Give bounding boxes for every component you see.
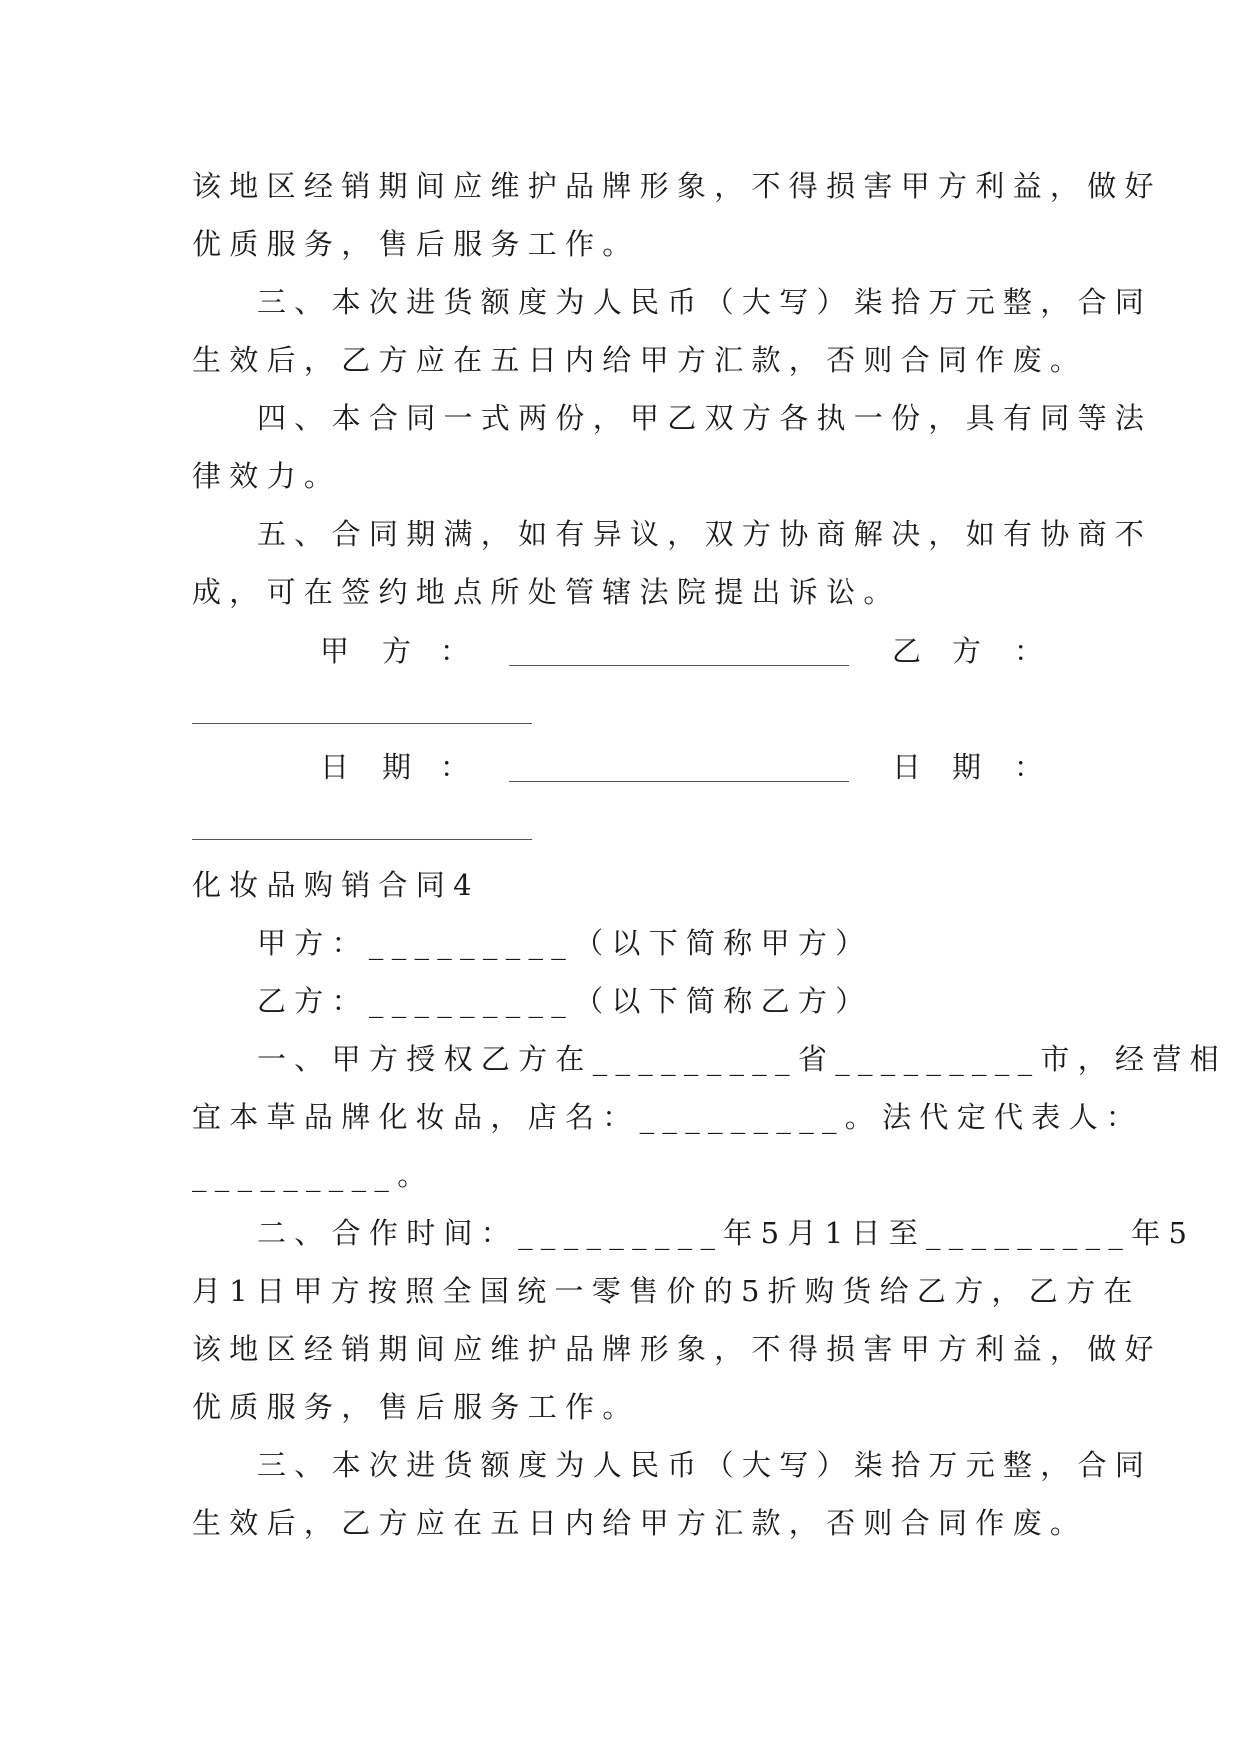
text-line: 该地区经销期间应维护品牌形象，不得损害甲方利益，做好: [192, 169, 1162, 203]
signature-date-row: [192, 747, 1054, 787]
date-a-char: ：: [440, 750, 470, 784]
text-line: 三、本次进货额度为人民币（大写）柒拾万元整，合同: [257, 285, 1153, 319]
party-b-signature-line: [192, 723, 532, 724]
text-line: 律效力。: [192, 459, 342, 493]
date-a-char: 日: [320, 750, 350, 784]
party-a-char: ：: [440, 634, 470, 668]
date-b-char: ：: [1014, 750, 1044, 784]
date-b-char: 日: [892, 750, 922, 784]
text-line: _________。: [192, 1158, 435, 1192]
text-line: 三、本次进货额度为人民币（大写）柒拾万元整，合同: [257, 1448, 1153, 1482]
date-b-line: [192, 839, 532, 840]
date-b-char: 期: [952, 750, 982, 784]
signature-party-row: [192, 631, 1054, 671]
text-line: 宜本草品牌化妆品，店名：_________。法代定代表人：: [192, 1100, 1144, 1134]
text-line: 生效后，乙方应在五日内给甲方汇款，否则合同作废。: [192, 1506, 1088, 1540]
text-line: 该地区经销期间应维护品牌形象，不得损害甲方利益，做好: [192, 1332, 1162, 1366]
party-b-char: ：: [1014, 634, 1044, 668]
text-line: 月1日甲方按照全国统一零售价的5折购货给乙方，乙方在: [192, 1274, 1141, 1308]
date-a-char: 期: [382, 750, 412, 784]
date-a-line: [509, 781, 849, 782]
party-b-char: 乙: [892, 634, 922, 668]
text-line: 五、合同期满，如有异议，双方协商解决，如有协商不: [257, 517, 1153, 551]
party-b-char: 方: [952, 634, 982, 668]
party-a-char: 方: [382, 634, 412, 668]
party-a-signature-line: [509, 665, 849, 666]
text-line: 生效后，乙方应在五日内给甲方汇款，否则合同作废。: [192, 343, 1088, 377]
text-line: 二、合作时间：_________年5月1日至_________年5: [257, 1216, 1196, 1250]
text-line: 成，可在签约地点所处管辖法院提出诉讼。: [192, 575, 901, 609]
party-a-char: 甲: [320, 634, 350, 668]
text-line: 一、甲方授权乙方在_________省_________市，经营相: [257, 1042, 1227, 1076]
text-line: 优质服务，售后服务工作。: [192, 227, 640, 261]
text-line: 四、本合同一式两份，甲乙双方各执一份，具有同等法: [257, 401, 1153, 435]
text-line: 优质服务，售后服务工作。: [192, 1390, 640, 1424]
section-title: 化妆品购销合同4: [192, 868, 480, 902]
text-line: 甲方：_________（以下简称甲方）: [257, 926, 873, 960]
text-line: 乙方：_________（以下简称乙方）: [257, 984, 873, 1018]
